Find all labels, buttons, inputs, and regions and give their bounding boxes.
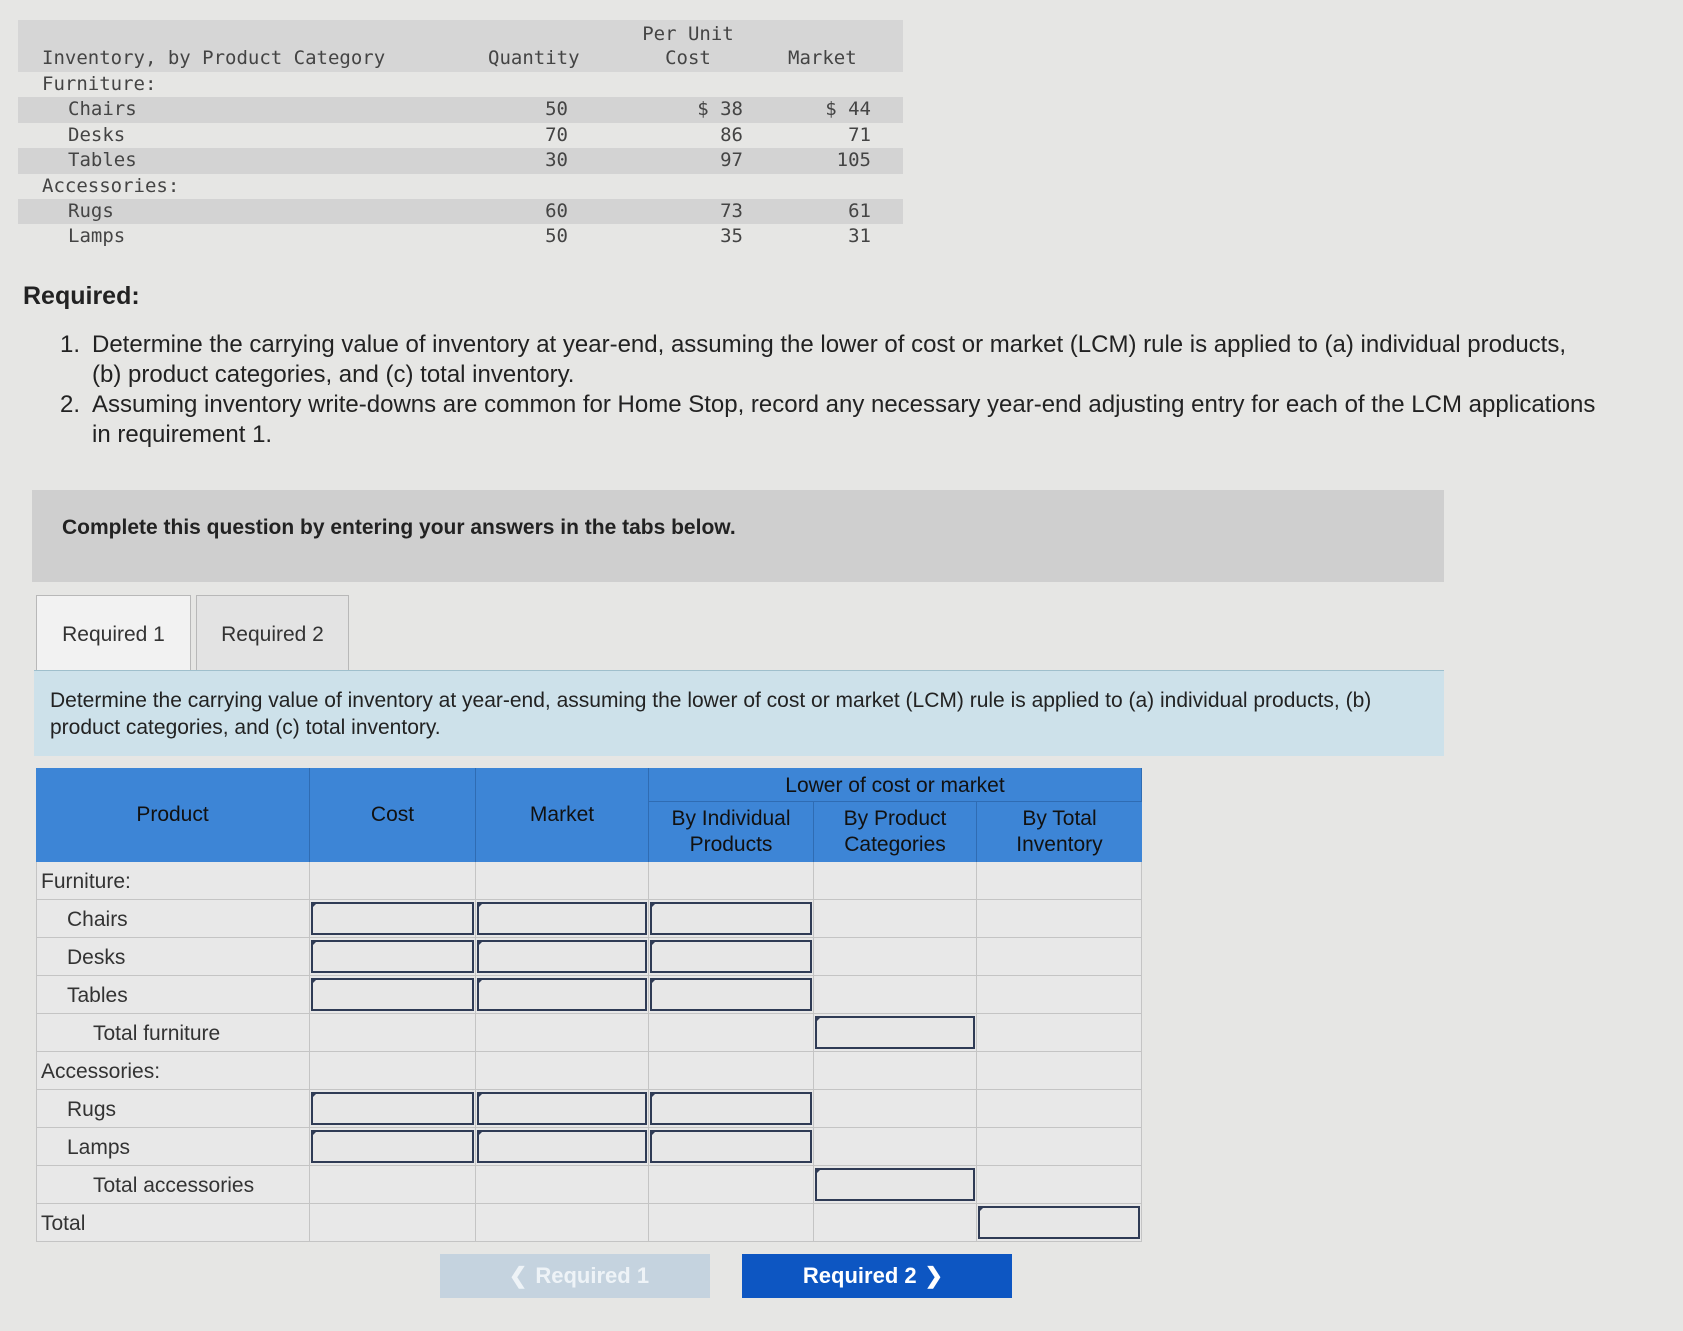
grid-row-desks — [36, 938, 1142, 976]
required-list — [60, 330, 1600, 450]
item-cost: 97 — [720, 149, 743, 172]
desks-market-input[interactable] — [477, 940, 647, 973]
inventory-row-furniture — [18, 72, 903, 97]
chairs-market-input[interactable] — [477, 902, 647, 935]
total-accessories-lcm-category-input[interactable] — [815, 1168, 975, 1201]
grid-row-label: Rugs — [67, 1098, 117, 1121]
grid-row-rugs — [36, 1090, 1142, 1128]
lamps-cost-input[interactable] — [311, 1130, 474, 1163]
grid-row-label: Total furniture — [93, 1022, 221, 1045]
item-quantity: 70 — [545, 123, 568, 146]
next-button-label: Required 2 — [802, 1263, 917, 1288]
item-market: 61 — [848, 199, 871, 222]
grid-row-total-accessories — [36, 1166, 1142, 1204]
required-item-text: Determine the carrying value of inventory at year-end, assuming the lower of cost or market (LCM) rule is applied to (a) individual products, (b) product categories, and (c) total inventory. — [92, 331, 1566, 388]
grid-header-by-total: By Total Inventory — [977, 802, 1142, 862]
tables-cost-input[interactable] — [311, 978, 474, 1011]
header-cost: Cost — [665, 47, 711, 69]
grid-row-label: Total — [41, 1212, 86, 1235]
item-market: 31 — [848, 225, 871, 248]
chairs-lcm-individual-input[interactable] — [650, 902, 812, 935]
item-market: 71 — [848, 123, 871, 146]
rugs-market-input[interactable] — [477, 1092, 647, 1125]
item-name: Desks — [68, 123, 126, 146]
inventory-row-accessories — [18, 174, 903, 199]
grid-row-total — [36, 1204, 1142, 1242]
grid-header-product: Product — [36, 768, 310, 862]
category-label: Furniture: — [42, 73, 157, 95]
item-name: Chairs — [68, 98, 137, 121]
required-item-text: Assuming inventory write-downs are common for Home Stop, record any necessary year-end adjusting entry for each of the LCM applications in requirement 1. — [92, 391, 1596, 448]
required-item-number: 2. — [60, 391, 81, 418]
grid-row-tables — [36, 976, 1142, 1014]
prev-button-label: Required 1 — [535, 1263, 650, 1288]
grid-row-label: Accessories: — [41, 1060, 161, 1083]
chevron-right-icon: ❯ — [924, 1263, 944, 1288]
grid-row-lamps — [36, 1128, 1142, 1166]
required-item-number: 1. — [60, 331, 81, 358]
grid-row-label: Desks — [67, 946, 126, 969]
item-cost: 73 — [720, 199, 743, 222]
tab-required-1[interactable]: Required 1 — [36, 595, 191, 672]
item-quantity: 50 — [545, 225, 568, 248]
item-market: $ 44 — [825, 98, 871, 121]
item-quantity: 60 — [545, 199, 568, 222]
header-quantity: Quantity — [488, 47, 580, 69]
grid-header-market: Market — [476, 768, 649, 862]
inventory-table — [18, 20, 903, 250]
rugs-lcm-individual-input[interactable] — [650, 1092, 812, 1125]
grid-header-lcm: Lower of cost or market — [649, 768, 1142, 802]
grid-row-label: Tables — [67, 984, 128, 1007]
rugs-cost-input[interactable] — [311, 1092, 474, 1125]
grid-header-by-category: By Product Categories — [814, 802, 977, 862]
category-label: Accessories: — [42, 174, 180, 197]
required-item-2 — [60, 390, 1600, 450]
complete-question-banner: Complete this question by entering your answers in the tabs below. — [32, 490, 1444, 582]
inventory-row-chairs — [18, 97, 903, 122]
grid-row-label: Furniture: — [41, 870, 131, 893]
lamps-market-input[interactable] — [477, 1130, 647, 1163]
inventory-row-desks — [18, 123, 903, 148]
item-name: Tables — [68, 149, 137, 172]
grid-row-label: Chairs — [67, 908, 128, 931]
item-quantity: 50 — [545, 98, 568, 121]
grid-row-label: Total accessories — [93, 1174, 255, 1197]
grid-row-total-furniture — [36, 1014, 1142, 1052]
total-lcm-total-input[interactable] — [978, 1206, 1140, 1239]
item-cost: 86 — [720, 123, 743, 146]
header-per-unit: Per Unit — [642, 23, 734, 45]
tables-lcm-individual-input[interactable] — [650, 978, 812, 1011]
inventory-row-rugs — [18, 199, 903, 224]
required-item-1 — [60, 330, 1600, 390]
inventory-table-header — [18, 20, 903, 72]
header-per-unit-cost — [638, 22, 738, 70]
header-market: Market — [788, 47, 857, 69]
chairs-cost-input[interactable] — [311, 902, 474, 935]
header-category: Inventory, by Product Category — [42, 47, 386, 69]
item-name: Rugs — [68, 199, 114, 222]
grid-row-accessories — [36, 1052, 1142, 1090]
next-required-2-button[interactable] — [742, 1254, 1012, 1298]
item-market: 105 — [836, 149, 871, 172]
tables-market-input[interactable] — [477, 978, 647, 1011]
item-cost: 35 — [720, 225, 743, 248]
lamps-lcm-individual-input[interactable] — [650, 1130, 812, 1163]
item-name: Lamps — [68, 225, 126, 248]
desks-cost-input[interactable] — [311, 940, 474, 973]
inventory-row-tables — [18, 148, 903, 173]
grid-header-by-individual: By Individual Products — [649, 802, 814, 862]
grid-row-furniture — [36, 862, 1142, 900]
item-quantity: 30 — [545, 149, 568, 172]
grid-header-cost: Cost — [310, 768, 476, 862]
inventory-row-lamps — [18, 224, 903, 249]
grid-row-chairs — [36, 900, 1142, 938]
grid-row-label: Lamps — [67, 1136, 131, 1159]
item-cost: $ 38 — [697, 98, 743, 121]
desks-lcm-individual-input[interactable] — [650, 940, 812, 973]
required-heading: Required: — [23, 282, 140, 310]
prev-required-1-button[interactable] — [440, 1254, 710, 1298]
tab-required-2[interactable]: Required 2 — [196, 595, 349, 672]
chevron-left-icon: ❮ — [508, 1263, 528, 1288]
tab-instruction: Determine the carrying value of inventory at year-end, assuming the lower of cost or market (LCM) rule is applied to (a) individual products, (b) product categories, and (c) total inventory. — [34, 670, 1444, 756]
total-furniture-lcm-category-input[interactable] — [815, 1016, 975, 1049]
